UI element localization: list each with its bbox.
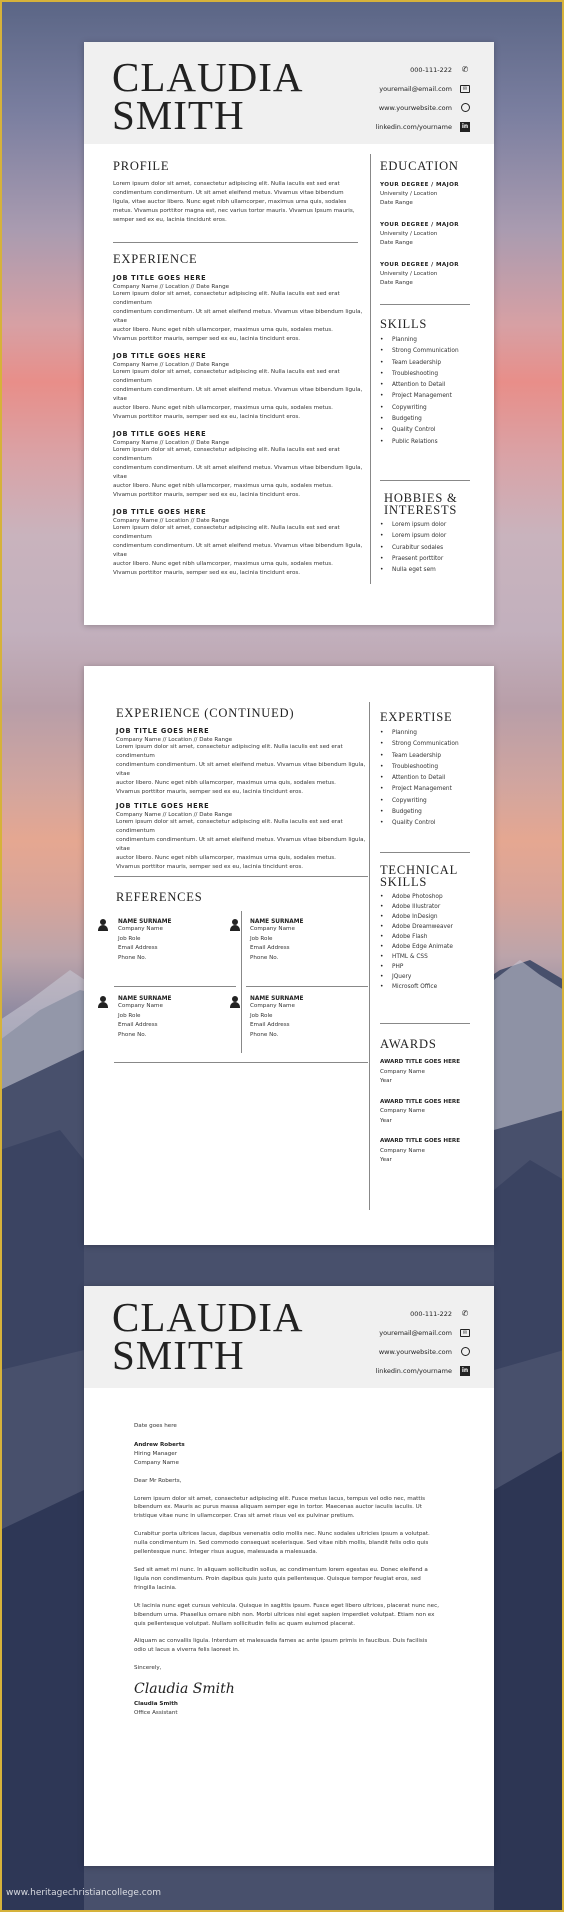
education-item <box>380 221 459 248</box>
awards-heading: AWARDS <box>380 1037 437 1051</box>
school: University / Location <box>380 231 438 237</box>
job-title: JOB TITLE GOES HERE <box>113 274 207 282</box>
reference-entry <box>230 996 304 1040</box>
award-item <box>380 1098 460 1127</box>
last-name: SMITH <box>112 1332 245 1378</box>
phone-icon: ✆ <box>461 65 469 74</box>
letter-paragraph <box>134 1566 454 1593</box>
technical-title-line: TECHNICAL <box>380 863 459 877</box>
letter-line: ligula non condimentum. Proin dapibus quis justo quis pellentesque. Quisque tempor feugiat eros, sed <box>134 1575 421 1582</box>
job-line: Lorem ipsum dolor sit amet, consectetur adipiscing elit. Nulla iaculis est sed erat condimentum <box>116 819 343 834</box>
award-name: AWARD TITLE GOES HERE <box>380 1059 461 1065</box>
contact-linkedin <box>376 1363 470 1378</box>
skill-item: • Quality Control <box>380 425 459 436</box>
divider <box>246 986 368 987</box>
job-line: condimentum condimentum. Ut sit amet eleifend metus. Vivamus vitae bibendum ligula, vitae <box>113 309 363 324</box>
expertise-item: • Strong Communication <box>380 739 459 750</box>
linkedin-icon: in <box>461 122 469 130</box>
letter-body <box>134 1422 454 1718</box>
education-heading: EDUCATION <box>380 159 459 173</box>
job-line: auctor libero. Nunc eget nibh ullamcorper, maximus urna quis, sodales metus. <box>113 405 333 411</box>
references-heading: REFERENCES <box>116 890 203 904</box>
job-title: JOB TITLE GOES HERE <box>113 508 207 516</box>
degree: YOUR DEGREE / MAJOR <box>380 262 459 268</box>
expertise-heading: EXPERTISE <box>380 710 453 724</box>
signature: Claudia Smith <box>134 1681 235 1698</box>
letter-line: Aliquam ac convallis ligula. Interdum et malesuada fames ac ante ipsum primis in faucibus. Duis facilisis <box>134 1638 428 1645</box>
job-title: JOB TITLE GOES HERE <box>113 430 207 438</box>
technical-skills-list <box>380 892 453 992</box>
hobby-item: • Curabitur sodales <box>380 543 446 554</box>
expertise-item: • Project Management <box>380 784 459 795</box>
person-icon <box>98 996 108 1008</box>
education-list <box>380 181 459 288</box>
job-line: Lorem ipsum dolor sit amet, consectetur adipiscing elit. Nulla iaculis est sed erat condimentum <box>116 744 343 759</box>
job-company: Company Name // Location // Date Range <box>113 518 230 524</box>
job-company: Company Name // Location // Date Range <box>113 440 230 446</box>
divider <box>380 852 470 853</box>
expertise-item: • Copywriting <box>380 796 459 807</box>
phone-text: 000-111-222 <box>410 65 452 74</box>
recipient-company: Company Name <box>134 1459 179 1466</box>
profile-line: metus. Vivamus porttitor magna est, nec varius tortor mauris. Vivamus Ipsum mauris, <box>113 208 355 214</box>
contact-email <box>376 1325 470 1340</box>
phone-icon: ✆ <box>461 1309 469 1318</box>
column-divider <box>369 702 370 1210</box>
skills-heading: SKILLS <box>380 317 428 331</box>
letter-line: pellentesque nunc. Integer risus augue, malesuada a malesuada. <box>134 1549 318 1556</box>
award-item <box>380 1058 460 1087</box>
letter-header <box>84 1286 494 1388</box>
reference-email: Email Address <box>250 945 290 951</box>
education-item <box>380 261 459 288</box>
reference-phone: Phone No. <box>250 954 279 961</box>
linkedin-text: linkedin.com/yourname <box>375 122 452 131</box>
job-line: condimentum condimentum. Ut sit amet eleifend metus. Vivamus vitae bibendum ligula, vitae <box>116 762 366 777</box>
education-item <box>380 181 459 208</box>
skill-item: • Planning <box>380 335 459 346</box>
technical-title-line: SKILLS <box>380 875 428 889</box>
date-range: Date Range <box>380 240 413 246</box>
experience-heading: EXPERIENCE <box>113 252 198 266</box>
last-name: SMITH <box>112 92 245 138</box>
award-year: Year <box>380 1078 392 1084</box>
award-item <box>380 1137 460 1166</box>
closing: Sincerely, <box>134 1665 162 1672</box>
divider <box>380 304 470 305</box>
divider <box>114 986 236 987</box>
profile-line: Lorem ipsum dolor sit amet, consectetur adipiscing elit. Nulla iaculis est sed erat <box>113 181 340 187</box>
contact-website <box>376 100 470 115</box>
awards-list <box>380 1058 460 1166</box>
hobby-item: • Lorem ipsum dolor <box>380 531 446 542</box>
name-heading <box>112 1294 304 1378</box>
job-company: Company Name // Location // Date Range <box>113 362 230 368</box>
degree: YOUR DEGREE / MAJOR <box>380 182 459 188</box>
reference-name: NAME SURNAME <box>250 919 304 925</box>
divider <box>380 480 470 481</box>
award-year: Year <box>380 1117 392 1124</box>
reference-phone: Phone No. <box>118 1031 147 1038</box>
letter-line: tristique vitae nunc in ullamcorper. Cras sit amet risus vel ex pulvinar pretium. <box>134 1513 355 1520</box>
technical-item: • Adobe Dreamweaver <box>380 922 453 932</box>
profile-text <box>113 180 358 225</box>
date-range: Date Range <box>380 200 413 206</box>
phone-text: 000-111-222 <box>410 1309 452 1318</box>
job-line: Vivamus porttitor mauris, semper sed ex eu, lacinia tincidunt eros. <box>113 414 301 420</box>
degree: YOUR DEGREE / MAJOR <box>380 222 459 228</box>
expertise-item: • Team Leadership <box>380 751 459 762</box>
hobbies-heading <box>384 492 458 516</box>
profile-heading: PROFILE <box>113 159 170 173</box>
job-line: Lorem ipsum dolor sit amet, consectetur adipiscing elit. Nulla iaculis est sed erat condimentum <box>113 525 340 540</box>
job-entry <box>113 430 363 500</box>
reference-name: NAME SURNAME <box>118 996 172 1002</box>
skill-item: • Team Leadership <box>380 358 459 369</box>
expertise-item: • Quality Control <box>380 818 459 829</box>
job-title: JOB TITLE GOES HERE <box>113 352 207 360</box>
job-entry <box>116 727 366 797</box>
website-text: www.yourwebsite.com <box>378 103 452 112</box>
technical-item: • PHP <box>380 962 453 972</box>
reference-name: NAME SURNAME <box>250 996 304 1002</box>
expertise-list <box>380 728 459 830</box>
linkedin-icon: in <box>461 1366 469 1374</box>
name-heading <box>112 54 304 138</box>
mail-icon: ✉ <box>460 84 470 94</box>
skill-item: • Strong Communication <box>380 346 459 357</box>
skill-item: • Copywriting <box>380 403 459 414</box>
divider <box>113 242 358 243</box>
greeting: Dear Mr Roberts, <box>134 1477 182 1484</box>
resume-page-2 <box>84 666 494 1245</box>
job-line: Lorem ipsum dolor sit amet, consectetur adipiscing elit. Nulla iaculis est sed erat condimentum <box>113 447 340 462</box>
experience-continued-heading: EXPERIENCE (CONTINUED) <box>116 706 295 720</box>
reference-role: Job Role <box>118 1012 141 1019</box>
signer-name: Claudia Smith <box>134 1701 178 1708</box>
technical-item: • Microsoft Office <box>380 982 453 992</box>
award-company: Company Name <box>380 1147 425 1154</box>
award-company: Company Name <box>380 1108 425 1114</box>
job-line: auctor libero. Nunc eget nibh ullamcorper, maximus urna quis, sodales metus. <box>116 780 336 786</box>
resume-page-1 <box>84 42 494 625</box>
letter-line: odio ut lacus a viverra felis laoreet in. <box>134 1647 240 1654</box>
technical-item: • Adobe InDesign <box>380 912 453 922</box>
job-title: JOB TITLE GOES HERE <box>116 802 210 810</box>
contact-phone <box>376 62 470 77</box>
reference-role: Job Role <box>118 935 141 942</box>
school: University / Location <box>380 191 438 197</box>
globe-icon <box>460 103 470 113</box>
job-line: Vivamus porttitor mauris, semper sed ex eu, lacinia tincidunt eros. <box>113 336 301 342</box>
job-company: Company Name // Location // Date Range <box>116 737 233 743</box>
profile-line: ligula, vitae auctor libero. Nunc eget nibh ullamcorper, maximus urna quis, sodales <box>113 199 347 205</box>
job-line: Vivamus porttitor mauris, semper sed ex eu, lacinia tincidunt eros. <box>113 570 301 576</box>
school: University / Location <box>380 271 438 277</box>
letter-paragraph <box>134 1530 454 1557</box>
globe-icon <box>460 1347 470 1357</box>
expertise-item: • Attention to Detail <box>380 773 459 784</box>
technical-item: • JQuery <box>380 972 453 982</box>
job-line: condimentum condimentum. Ut sit amet eleifend metus. Vivamus vitae bibendum ligula, vitae <box>113 387 363 402</box>
reference-company: Company Name <box>118 1003 163 1009</box>
reference-company: Company Name <box>250 1003 295 1009</box>
recipient-name: Andrew Roberts <box>134 1441 185 1448</box>
job-line: condimentum condimentum. Ut sit amet eleifend metus. Vivamus vitae bibendum ligula, vitae <box>116 837 366 852</box>
job-line: Lorem ipsum dolor sit amet, consectetur adipiscing elit. Nulla iaculis est sed erat condimentum <box>113 369 340 384</box>
resume-header <box>84 42 494 144</box>
date-range: Date Range <box>380 280 413 286</box>
job-line: Vivamus porttitor mauris, semper sed ex eu, lacinia tincidunt eros. <box>113 492 301 498</box>
skills-list <box>380 335 459 448</box>
signer-role: Office Assistant <box>134 1710 178 1717</box>
technical-skills-heading <box>380 864 458 888</box>
first-name: CLAUDIA <box>112 1294 304 1340</box>
job-line: Lorem ipsum dolor sit amet, consectetur adipiscing elit. Nulla iaculis est sed erat condimentum <box>113 291 340 306</box>
job-line: auctor libero. Nunc eget nibh ullamcorper, maximus urna quis, sodales metus. <box>116 855 336 861</box>
contact-block <box>376 1306 470 1378</box>
letter-line: Sed sit amet mi nunc. In aliquam sollicitudin sollus, ac condimentum lorem egestas eu. Donec eleifend a <box>134 1566 428 1573</box>
contact-website <box>376 1344 470 1359</box>
job-line: auctor libero. Nunc eget nibh ullamcorper, maximus urna quis, sodales metus. <box>113 483 333 489</box>
divider <box>114 876 368 877</box>
hobby-item: • Nulla eget sem <box>380 565 446 576</box>
letter-line: Lorem ipsum dolor sit amet, consectetur adipiscing elit. Fusce metus lacus, tempus vel odio nec, mattis <box>134 1495 425 1502</box>
column-divider <box>370 154 371 584</box>
hobbies-title-line: INTERESTS <box>384 503 458 517</box>
technical-item: • HTML & CSS <box>380 952 453 962</box>
linkedin-text: linkedin.com/yourname <box>375 1366 452 1375</box>
profile-line: condimentum condimentum. Ut sit amet eleifend metus. Vivamus vitae bibendum <box>113 190 344 196</box>
website-text: www.yourwebsite.com <box>378 1347 452 1356</box>
job-title: JOB TITLE GOES HERE <box>116 727 210 735</box>
watermark-text: www.heritagechristiancollege.com <box>6 1888 161 1898</box>
letter-line: fringilla lacinia. <box>134 1584 177 1591</box>
recipient-role: Hiring Manager <box>134 1450 178 1457</box>
skill-item: • Project Management <box>380 391 459 402</box>
letter-paragraph <box>134 1495 454 1522</box>
contact-linkedin <box>376 119 470 134</box>
skill-item: • Troubleshooting <box>380 369 459 380</box>
award-company: Company Name <box>380 1068 425 1075</box>
profile-line: semper sed ex eu, lacinia tincidunt eros. <box>113 217 227 223</box>
email-text: youremail@email.com <box>379 1328 452 1337</box>
award-year: Year <box>380 1157 392 1163</box>
skill-item: • Budgeting <box>380 414 459 425</box>
job-line: Vivamus porttitor mauris, semper sed ex eu, lacinia tincidunt eros. <box>116 864 304 870</box>
job-company: Company Name // Location // Date Range <box>116 812 233 818</box>
person-icon <box>230 996 240 1008</box>
reference-role: Job Role <box>250 1012 273 1019</box>
mail-icon: ✉ <box>460 1328 470 1338</box>
letter-line: bibendum urna. Phasellus ornare nibh non. Morbi ultrices nisi eget sapien imperdiet volutpat. Etiam non ex <box>134 1611 435 1618</box>
job-entry <box>116 802 366 872</box>
contact-phone <box>376 1306 470 1321</box>
technical-item: • Adobe Edge Animate <box>380 942 453 952</box>
reference-name: NAME SURNAME <box>118 919 172 925</box>
reference-phone: Phone No. <box>118 954 147 961</box>
award-name: AWARD TITLE GOES HERE <box>380 1138 461 1144</box>
reference-entry <box>98 919 172 963</box>
technical-item: • Adobe Illustrator <box>380 902 453 912</box>
hobby-item: • Praesent porttitor <box>380 554 446 565</box>
letter-paragraph <box>134 1637 454 1655</box>
award-name: AWARD TITLE GOES HERE <box>380 1098 461 1105</box>
reference-email: Email Address <box>118 945 158 951</box>
letter-paragraph <box>134 1602 454 1629</box>
letter-date: Date goes here <box>134 1423 177 1429</box>
email-text: youremail@email.com <box>379 84 452 93</box>
reference-role: Job Role <box>250 935 273 942</box>
person-icon <box>98 919 108 931</box>
letter-line: quis pellentesque volutpat. Nullam sollicitudin felis ac quam euismod placerat. <box>134 1620 355 1627</box>
contact-block <box>376 62 470 134</box>
divider <box>114 1062 368 1063</box>
expertise-item: • Troubleshooting <box>380 762 459 773</box>
job-entry <box>113 274 363 344</box>
expertise-item: • Budgeting <box>380 807 459 818</box>
letter-line: Ut lacinia nunc eget cursus vehicula. Quisque in sagittis ipsum. Fusce eget libero ultrices, placerat nunc nec, <box>134 1602 439 1609</box>
letter-line: Curabitur porta ultrices lacus, dapibus venenatis odio mollis nec. Nunc sodales ultricies ipsum a volutpat. <box>134 1531 430 1538</box>
person-icon <box>230 919 240 931</box>
divider <box>380 1023 470 1024</box>
reference-entry <box>98 996 172 1040</box>
job-line: condimentum condimentum. Ut sit amet eleifend metus. Vivamus vitae bibendum ligula, vitae <box>113 465 363 480</box>
contact-email <box>376 81 470 96</box>
job-company: Company Name // Location // Date Range <box>113 284 230 290</box>
job-line: auctor libero. Nunc eget nibh ullamcorper, maximus urna quis, sodales metus. <box>113 561 333 567</box>
technical-item: • Adobe Photoshop <box>380 892 453 902</box>
first-name: CLAUDIA <box>112 54 304 100</box>
job-entry <box>113 352 363 422</box>
reference-email: Email Address <box>118 1022 158 1028</box>
letter-line: bibendum ex. Mauris ac purus massa aliquam semper ege in tortor. Maecenas auctor iaculis iaculis. Ut <box>134 1504 422 1511</box>
reference-company: Company Name <box>250 926 295 932</box>
letter-line: nulla condimentum in. Sed commodo consequat scelerisque. Sed vitae nibh mollis, blandit felis odio quis <box>134 1540 429 1547</box>
hobbies-list <box>380 520 446 576</box>
skill-item: • Public Relations <box>380 437 459 448</box>
hobby-item: • Lorem ipsum dolor <box>380 520 446 531</box>
reference-phone: Phone No. <box>250 1031 279 1038</box>
reference-company: Company Name <box>118 926 163 932</box>
technical-item: • Adobe Flash <box>380 932 453 942</box>
reference-email: Email Address <box>250 1022 290 1028</box>
job-line: condimentum condimentum. Ut sit amet eleifend metus. Vivamus vitae bibendum ligula, vitae <box>113 543 363 558</box>
job-line: Vivamus porttitor mauris, semper sed ex eu, lacinia tincidunt eros. <box>116 789 304 795</box>
job-entry <box>113 508 363 578</box>
cover-letter-page <box>84 1286 494 1866</box>
skill-item: • Attention to Detail <box>380 380 459 391</box>
hobbies-title-line: HOBBIES & <box>384 491 458 505</box>
job-line: auctor libero. Nunc eget nibh ullamcorper, maximus urna quis, sodales metus. <box>113 327 333 333</box>
expertise-item: • Planning <box>380 728 459 739</box>
